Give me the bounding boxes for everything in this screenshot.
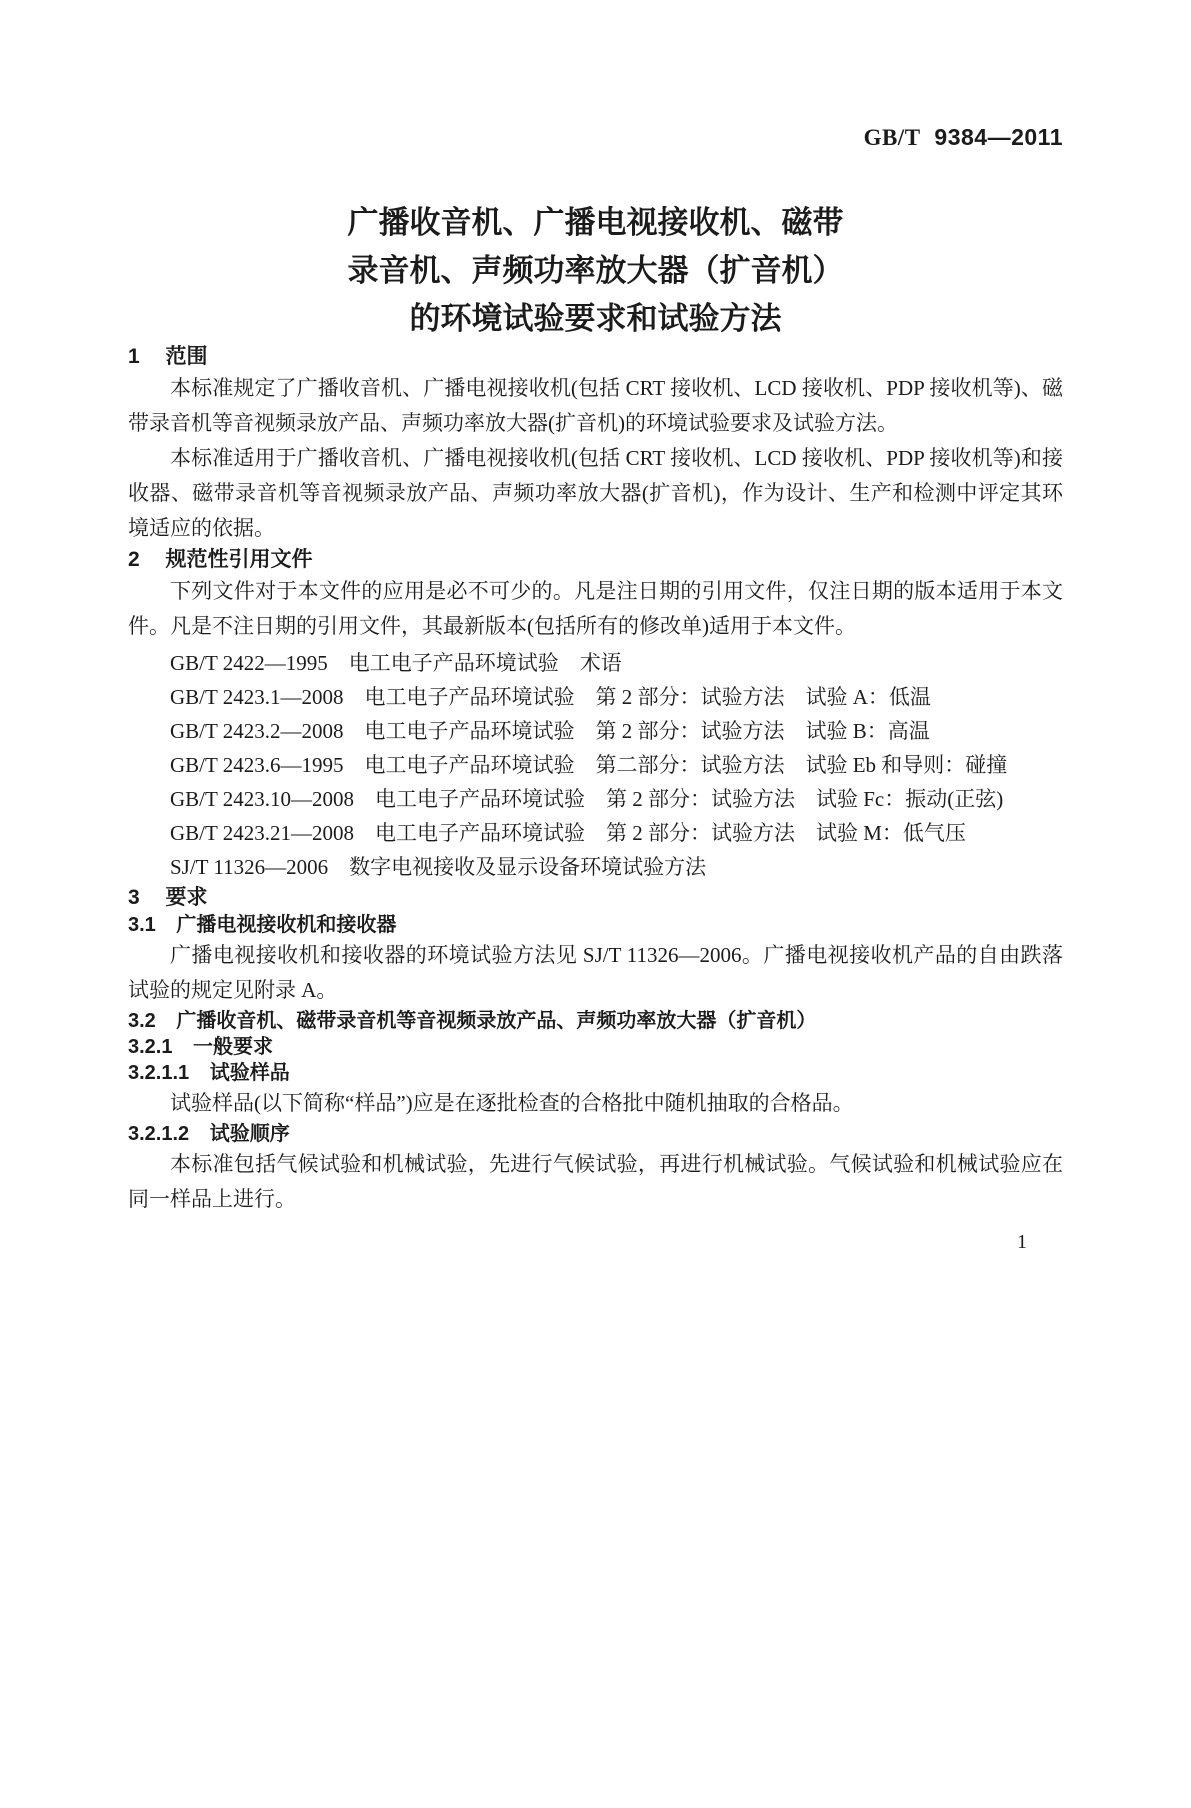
standard-code-prefix: GB/T xyxy=(863,125,921,150)
reference-item: GB/T 2423.6—1995 电工电子产品环境试验 第二部分：试验方法 试验 Eb 和导则：碰撞 xyxy=(170,753,1008,777)
subsection-heading-3-2 xyxy=(128,1008,1063,1034)
document-page xyxy=(0,124,1191,1808)
subsection-heading-3-2-1-1 xyxy=(128,1060,1063,1086)
standard-code xyxy=(128,124,1063,151)
subsection-number: 3.2.1 xyxy=(128,1036,173,1058)
reference-item: GB/T 2423.21—2008 电工电子产品环境试验 第 2 部分：试验方法 试验 M：低气压 xyxy=(170,821,966,845)
section-heading-requirements xyxy=(128,884,1063,912)
subsection-number: 3.2 xyxy=(128,1010,156,1032)
section-title: 规范性引用文件 xyxy=(165,548,313,571)
document-title xyxy=(128,199,1063,343)
reference-item: GB/T 2423.10—2008 电工电子产品环境试验 第 2 部分：试验方法 试验 Fc：振动(正弦) xyxy=(170,787,1004,811)
subsection-number: 3.2.1.1 xyxy=(128,1062,190,1084)
reference-item: GB/T 2423.1—2008 电工电子产品环境试验 第 2 部分：试验方法 试验 A：低温 xyxy=(170,685,931,709)
subsection-title: 一般要求 xyxy=(193,1036,274,1058)
section-title: 范围 xyxy=(165,345,208,368)
document-title-line-1: 广播收音机、广播电视接收机、磁带 xyxy=(347,205,844,240)
subsection-3-2-1-1-paragraph: 试验样品(以下简称“样品”)应是在逐批检查的合格批中随机抽取的合格品。 xyxy=(170,1091,854,1115)
references-list xyxy=(128,646,1063,884)
subsection-title: 试验样品 xyxy=(209,1062,290,1084)
subsection-3-1-paragraph: 广播电视接收机和接收器的环境试验方法见 SJ/T 11326—2006。广播电视接收机产品的自由跌落试验的规定见附录 A。 xyxy=(128,943,1063,1002)
section-number: 1 xyxy=(128,345,140,368)
standard-code-number: 9384—2011 xyxy=(934,124,1063,150)
section-heading-scope xyxy=(128,343,1063,371)
scope-paragraph-2: 本标准适用于广播收音机、广播电视接收机(包括 CRT 接收机、LCD 接收机、PDP 接收机等)和接收器、磁带录音机等音视频录放产品、声频功率放大器(扩音机)，作为设计、生产和检测中评定其环境适应的依据。 xyxy=(128,446,1063,540)
page-number: 1 xyxy=(1017,1231,1027,1253)
document-title-line-3: 的环境试验要求和试验方法 xyxy=(409,301,782,336)
section-heading-normative-references xyxy=(128,546,1063,574)
subsection-heading-3-2-1 xyxy=(128,1034,1063,1060)
references-intro-paragraph: 下列文件对于本文件的应用是必不可少的。凡是注日期的引用文件，仅注日期的版本适用于本文件。凡是不注日期的引用文件，其最新版本(包括所有的修改单)适用于本文件。 xyxy=(128,579,1063,638)
subsection-title: 广播电视接收机和接收器 xyxy=(176,914,397,936)
subsection-heading-3-2-1-2 xyxy=(128,1121,1063,1147)
subsection-number: 3.1 xyxy=(128,914,156,936)
reference-item: GB/T 2423.2—2008 电工电子产品环境试验 第 2 部分：试验方法 试验 B：高温 xyxy=(170,719,930,743)
section-number: 2 xyxy=(128,548,140,571)
scope-paragraph-1: 本标准规定了广播收音机、广播电视接收机(包括 CRT 接收机、LCD 接收机、PDP 接收机等)、磁带录音机等音视频录放产品、声频功率放大器(扩音机)的环境试验要求及试验方法。 xyxy=(128,376,1063,435)
subsection-heading-3-1 xyxy=(128,912,1063,938)
subsection-title: 试验顺序 xyxy=(209,1123,290,1145)
reference-item: SJ/T 11326—2006 数字电视接收及显示设备环境试验方法 xyxy=(170,855,707,879)
subsection-3-2-1-2-paragraph: 本标准包括气候试验和机械试验，先进行气候试验，再进行机械试验。气候试验和机械试验应在同一样品上进行。 xyxy=(128,1152,1063,1211)
reference-item: GB/T 2422—1995 电工电子产品环境试验 术语 xyxy=(170,651,622,675)
section-title: 要求 xyxy=(165,886,208,909)
subsection-title: 广播收音机、磁带录音机等音视频录放产品、声频功率放大器（扩音机） xyxy=(176,1010,817,1032)
subsection-number: 3.2.1.2 xyxy=(128,1123,190,1145)
section-number: 3 xyxy=(128,886,140,909)
document-title-line-2: 录音机、声频功率放大器（扩音机） xyxy=(347,253,844,288)
